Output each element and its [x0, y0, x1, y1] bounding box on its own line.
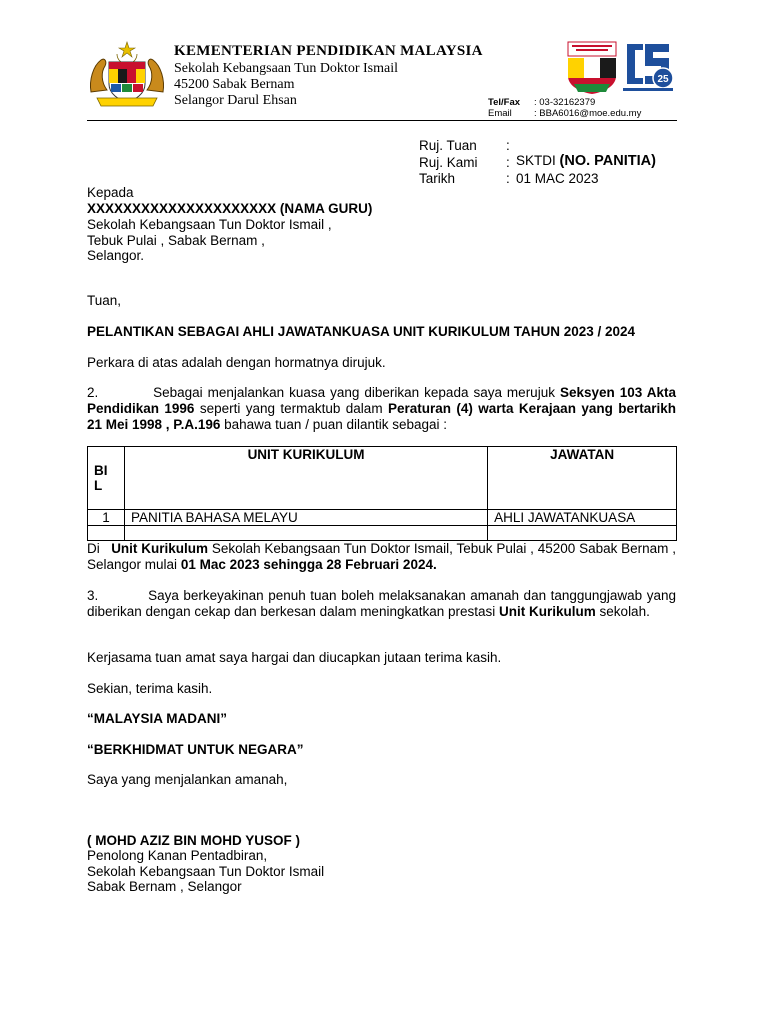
cell-jawatan: AHLI JAWATANKUASA — [488, 510, 677, 526]
tarikh-label: Tarikh — [419, 171, 456, 186]
anniversary-25-logo — [621, 38, 675, 92]
paragraph-appointment: Di Unit Kurikulum Sekolah Kebangsaan Tun Doktor Ismail, Tebuk Pulai , 45200 Sabak Bernam , Selangor mulai 01 Mac 2023 sehingga 28 Februari 2024. — [87, 541, 676, 572]
recipient-line1: Sekolah Kebangsaan Tun Doktor Ismail , — [87, 217, 332, 232]
closing-line: Saya yang menjalankan amanah, — [87, 772, 288, 787]
school-postcode-town: 45200 Sabak Bernam — [174, 77, 295, 92]
coat-of-arms-logo — [87, 40, 167, 110]
signatory-place: Sabak Bernam , Selangor — [87, 879, 242, 894]
paragraph-4: Kerjasama tuan amat saya hargai dan diucapkan jutaan terima kasih. — [87, 650, 502, 665]
salutation: Tuan, — [87, 293, 122, 308]
motto-berkhidmat: “BERKHIDMAT UNTUK NEGARA” — [87, 742, 304, 757]
ruj-kami-label: Ruj. Kami — [419, 155, 478, 170]
signatory-school: Sekolah Kebangsaan Tun Doktor Ismail — [87, 864, 325, 879]
ruj-kami-colon: : — [506, 155, 510, 170]
logo-25-text: 25 — [657, 74, 669, 85]
kepada-label: Kepada — [87, 185, 134, 200]
recipient-name: XXXXXXXXXXXXXXXXXXXXX (NAMA GURU) — [87, 201, 373, 216]
tarikh-value: 01 MAC 2023 — [516, 171, 599, 186]
col-header-bil: BI L — [88, 447, 125, 510]
school-crest-logo — [566, 40, 618, 96]
appointment-table — [87, 446, 677, 541]
telfax-value: : 03-32162379 — [534, 97, 596, 108]
paragraph-3: 3. Saya berkeyakinan penuh tuan boleh melaksanakan amanah dan tanggungjawab yang diberikan dengan cekap dan berkesan dalam meningkatkan prestasi Unit Kurikulum sekolah. — [87, 588, 676, 619]
letter-subject: PELANTIKAN SEBAGAI AHLI JAWATANKUASA UNIT KURIKULUM TAHUN 2023 / 2024 — [87, 324, 636, 339]
tarikh-colon: : — [506, 171, 510, 186]
ruj-kami-panitia: (NO. PANITIA) — [559, 153, 656, 169]
ministry-name: KEMENTERIAN PENDIDIKAN MALAYSIA — [174, 43, 483, 59]
ruj-tuan-label: Ruj. Tuan — [419, 138, 477, 153]
email-label: Email — [488, 108, 512, 119]
table-header-row — [88, 447, 677, 510]
school-name: Sekolah Kebangsaan Tun Doktor Ismail — [174, 61, 398, 76]
col-header-unit: UNIT KURIKULUM — [124, 447, 487, 510]
email-value: : BBA6016@moe.edu.my — [534, 108, 642, 119]
ruj-tuan-colon: : — [506, 138, 510, 153]
cell-empty — [488, 526, 677, 541]
recipient-line3: Selangor. — [87, 248, 145, 263]
table-row — [88, 510, 677, 526]
header-divider — [87, 120, 677, 121]
cell-empty — [124, 526, 487, 541]
paragraph-2: 2. Sebagai menjalankan kuasa yang diberikan kepada saya merujuk Seksyen 103 Akta Pendidikan 1996 seperti yang termaktub dalam Peraturan (4) warta Kerajaan yang bertarikh 21 Mei 1998 , P.A.196 bahawa tuan / puan dilantik sebagai : — [87, 385, 676, 432]
signatory-name: ( MOHD AZIZ BIN MOHD YUSOF ) — [87, 833, 300, 848]
telfax-label: Tel/Fax — [488, 97, 521, 108]
recipient-line2: Tebuk Pulai , Sabak Bernam , — [87, 233, 265, 248]
cell-bil: 1 — [88, 510, 125, 526]
table-row-empty — [88, 526, 677, 541]
signatory-title: Penolong Kanan Pentadbiran, — [87, 848, 268, 863]
cell-empty — [88, 526, 125, 541]
paragraph-5: Sekian, terima kasih. — [87, 681, 213, 696]
col-header-jawatan: JAWATAN — [488, 447, 677, 510]
motto-malaysia-madani: “MALAYSIA MADANI” — [87, 711, 228, 726]
cell-unit: PANITIA BAHASA MELAYU — [124, 510, 487, 526]
ruj-kami-value: SKTDI (NO. PANITIA) — [516, 153, 656, 169]
school-state: Selangor Darul Ehsan — [174, 93, 297, 108]
paragraph-1: Perkara di atas adalah dengan hormatnya dirujuk. — [87, 355, 386, 370]
